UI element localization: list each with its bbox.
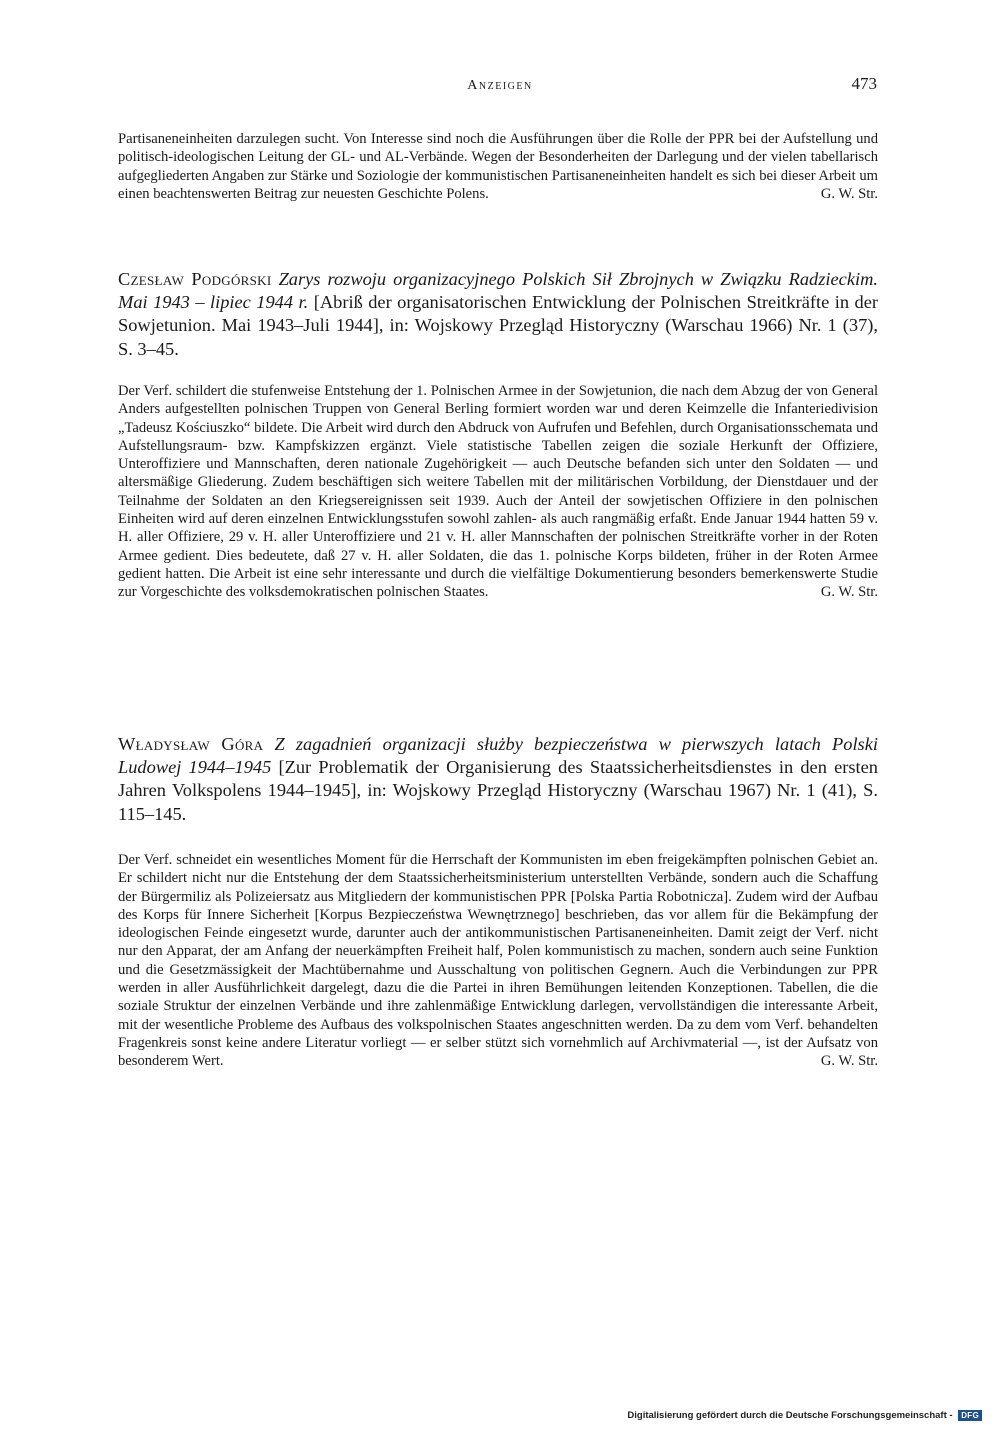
review-heading-1: [118, 268, 878, 361]
review-body-1: [118, 382, 878, 602]
review-body-text: Der Verf. schneidet ein wesentliches Moment für die Herrschaft der Kommunisten im eben freigekämpften polnischen Gebiet an. Er schildert nicht nur die Entstehung der dem Staatssicherheitsministerium unterstellten Verbände, sondern auch die Schaffung der Bürgermiliz als Polizeiersatz aus Mitgliedern der kommunistischen PPR [Polska Partia Robotnicza]. Zudem wird der Aufbau des Korps für Innere Sicherheit [Korpus Bezpieczeństwa Wewnętrznego] beschrieben, das vor allem für die Bekämpfung der ideologischen Feinde eingesetzt wurde, darunter auch der antikommunistischen Partisaneneinheiten. Damit zeigt der Verf. nicht nur den Apparat, der am Anfang der neuerkämpften Freiheit half, Polen kommunistisch zu machen, sondern auch seine Funktion und die Gesetzmässigkeit der Machtübernahme und Ausschaltung von politischen Gegnern. Auch die Verbindungen zur PPR werden in aller Ausführlichkeit dargelegt, dazu die die Partei in ihren Bemühungen leitenden Konzeptionen. Tabellen, die die soziale Struktur der einzelnen Verbände und ihre zahlenmäßige Entwicklung darlegen, vervollständigen die interessante Arbeit, mit der wesentliche Probleme des Aufbaus des volkspolnischen Staates angeschnitten werden. Da zu dem vom Verf. behandelten Fragenkreis sonst keine andere Literatur vorliegt — er selber stützt sich vornehmlich auf Archivmaterial —, ist der Aufsatz von besonderem Wert.: [118, 852, 878, 1070]
digitization-credit: [627, 1410, 982, 1421]
review-author: Czesław Podgórski: [118, 269, 272, 289]
review-author: Władysław Góra: [118, 734, 264, 754]
review-title: Z zagadnień organizacji służby bezpieczeństwa w pierwszych latach Polski Ludowej 1944–1945: [118, 734, 878, 778]
review-citation: [Abriß der organisatorischen Entwicklung der Polnischen Streitkräfte in der Sowjetunion. Mai 1943–Juli 1944], in: Wojskowy Przegląd Historyczny (Warschau 1966) Nr. 1 (37), S. 3–45.: [118, 292, 879, 359]
signature: G. W. Str.: [820, 1053, 878, 1070]
continuation-paragraph: [118, 130, 878, 203]
dfg-logo: DFG: [958, 1410, 982, 1421]
running-title: Anzeigen: [467, 78, 533, 93]
continuation-text: Partisaneneinheiten darzulegen sucht. Von Interesse sind noch die Ausführungen über die Rolle der PPR bei der Aufstellung und politisch-ideologischen Leitung der GL- und AL-Verbände. Wegen der Besonderheiten der Darlegung und der vielen tabellarisch aufgegliederten Angaben zur Stärke und Soziologie der kommunistischen Partisaneneinheiten handelt es sich bei dieser Arbeit um einen beachtenswerten Beitrag zur neuesten Geschichte Polens.: [118, 131, 878, 202]
signature: G. W. Str.: [820, 185, 878, 202]
page-number: 473: [851, 74, 877, 93]
review-body-text: Der Verf. schildert die stufenweise Entstehung der 1. Polnischen Armee in der Sowjetunion, die nach dem Abzug der von General Anders aufgestellten polnischen Truppen von General Berling formiert worden war und deren Keimzelle die Infanteriedivision „Tadeusz Kościuszko“ bildete. Die Arbeit wird durch den Abdruck von Aufrufen und Befehlen, durch Organisationsschemata und Aufstellungsraum- bzw. Kampfskizzen ergänzt. Viele statistische Tabellen zeigen die soziale Herkunft der Offiziere, Unteroffiziere und Mannschaften, deren nationale Zugehörigkeit — auch Deutsche befanden sich unter den Soldaten — und altersmäßige Gliederung. Zudem beschäftigen sich weitere Tabellen mit der militärischen Vorbildung, der Dienstdauer und der Teilnahme der Soldaten an den Kriegsereignissen seit 1939. Auch der Anteil der sowjetischen Offiziere in den polnischen Einheiten wird auf deren einzelnen Entwicklungsstufen sowohl zahlen- als auch rangmäßig erfaßt. Ende Januar 1944 hatten 59 v. H. aller Offiziere, 29 v. H. aller Unteroffiziere und 21 v. H. aller Mannschaften der polnischen Streitkräfte vorher in der Roten Armee gedient. Dies bedeutete, daß 27 v. H. aller Soldaten, die das 1. polnische Korps bildeten, früher in der Roten Armee gedient hatten. Die Arbeit ist eine sehr interessante und durch die vielfältige Dokumentierung besonders bemerkenswerte Studie zur Vorgeschichte des volksdemokratischen polnischen Staates.: [118, 383, 878, 601]
signature: G. W. Str.: [820, 584, 878, 601]
review-body-2: [118, 851, 878, 1071]
page-header: [121, 74, 879, 104]
review-title: Zarys rozwoju organizacyjnego Polskich Sił Zbrojnych w Związku Radzieckim. Mai 1943 – lipiec 1944 r.: [118, 269, 878, 313]
credit-text: Digitalisierung gefördert durch die Deutsche Forschungsgemeinschaft -: [627, 1410, 953, 1422]
review-citation: [Zur Problematik der Organisierung des Staatssicherheitsdienstes in den ersten Jahren Volkspolens 1944–1945], in: Wojskowy Przegląd Historyczny (Warschau 1967) Nr. 1 (41), S. 115–145.: [118, 757, 878, 824]
review-heading-2: [118, 733, 878, 826]
